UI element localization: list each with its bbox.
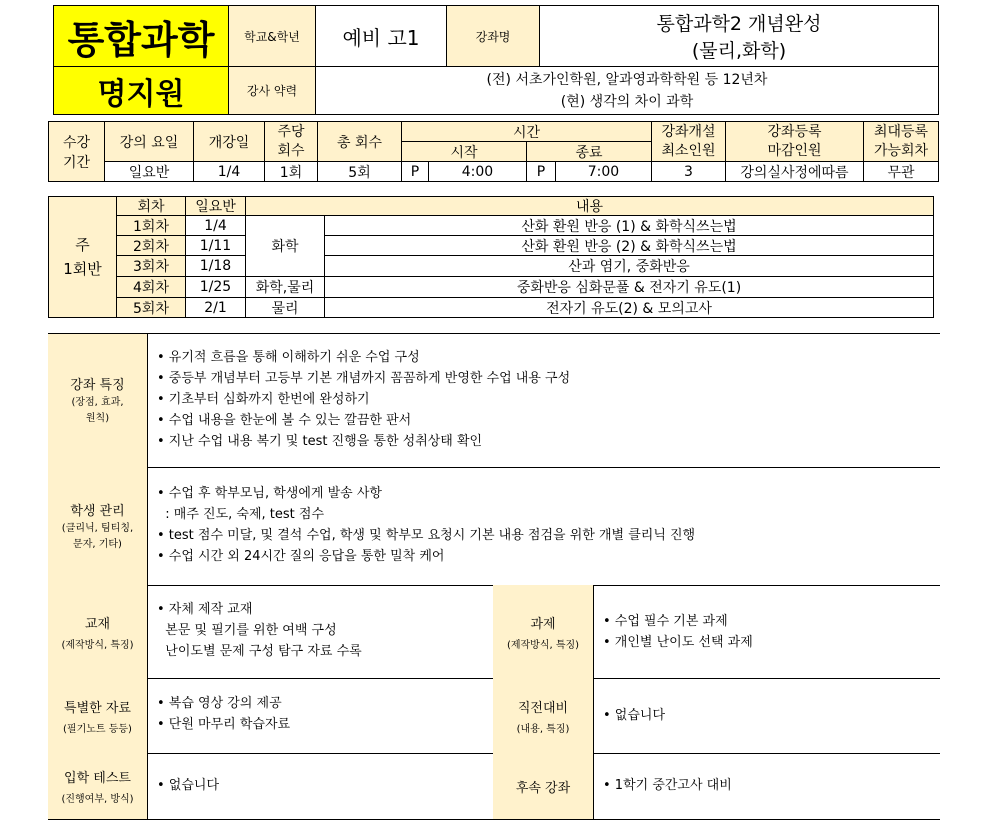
period-v-total: 5회	[317, 161, 402, 182]
course-name-value	[539, 5, 939, 67]
period-h-weekly: 주당 회수	[264, 121, 318, 162]
textbook-content	[147, 585, 494, 679]
schedule-row-round: 1회차	[116, 215, 186, 236]
course-title-cell	[53, 5, 229, 67]
list-item: • 복습 영상 강의 제공	[157, 696, 282, 711]
period-v-day: 일요반	[104, 161, 194, 182]
test-sub: (진행여부, 방식)	[61, 794, 134, 805]
period-h-time: 시간	[401, 121, 652, 142]
schedule-row-content: 산화 환원 반응 (2) & 화학식쓰는법	[324, 235, 934, 256]
schedule-subject-both: 화학,물리	[245, 276, 325, 298]
special-label: 특별한 자료	[64, 700, 131, 716]
special-content	[147, 678, 494, 754]
list-item: • 개인별 난이도 선택 과제	[603, 635, 753, 650]
career-line2: (현) 생각의 차이 과학	[560, 93, 694, 110]
course-title: 통합과학	[67, 17, 215, 62]
schedule-row-round: 3회차	[116, 255, 186, 277]
schedule-row-round: 2회차	[116, 235, 186, 256]
list-item: • 중등부 개념부터 고등부 기본 개념까지 꼼꼼하게 반영한 수업 내용 구성	[157, 371, 571, 386]
period-v-weekly: 1회	[264, 161, 318, 182]
hw-sub: (제작방식, 특징)	[506, 639, 580, 651]
list-item: • 수업 필수 기본 과제	[603, 614, 728, 629]
hw-content	[593, 585, 940, 679]
list-item: 난이도별 문제 구성 탐구 자료 수록	[157, 644, 362, 659]
schedule-row-content: 중화반응 심화문풀 & 전자기 유도(1)	[245, 276, 934, 298]
list-item: • 수업 후 학부모님, 학생에게 발송 사항	[157, 486, 382, 501]
special-sub: (필기노트 등등)	[63, 723, 132, 735]
list-item: • 수업 내용을 한눈에 볼 수 있는 깔끔한 판서	[157, 413, 412, 428]
prev-label: 직전대비	[517, 700, 569, 716]
mgmt-label: 학생 관리	[70, 503, 125, 519]
hw-label-cell	[493, 585, 594, 679]
textbook-label: 교재	[84, 616, 111, 632]
period-v-start-date: 1/4	[193, 161, 265, 182]
schedule-subject-chem: 화학	[245, 215, 325, 277]
schedule-row-date: 1/18	[185, 255, 246, 277]
schedule-side-label: 주 1회반	[48, 196, 117, 318]
period-v-min: 3	[651, 161, 726, 182]
schedule-row-content: 전자기 유도(2) & 모의고사	[324, 297, 934, 318]
period-h-max: 최대등록 가능회차	[863, 121, 939, 162]
period-v-start-time: 4:00	[428, 161, 527, 182]
next-label: 후속 강좌	[515, 780, 571, 796]
career-label: 강사 약력	[228, 66, 316, 115]
textbook-label-cell	[48, 585, 148, 679]
period-v-end-time: 7:00	[555, 161, 652, 182]
schedule-row-content: 산과 염기, 중화반응	[324, 255, 934, 277]
course-name-line2: (물리,화학)	[691, 40, 787, 62]
list-item: : 매주 진도, 숙제, test 점수	[157, 507, 325, 522]
period-h-start-date: 개강일	[193, 121, 265, 162]
period-h-total: 총 회수	[317, 121, 402, 162]
list-item: 본문 및 필기를 위한 여백 구성	[157, 623, 337, 638]
prev-sub: (내용, 특징)	[516, 723, 570, 735]
next-content	[593, 753, 940, 820]
list-item: • 1학기 중간고사 대비	[603, 778, 732, 793]
schedule-row-date: 2/1	[185, 297, 246, 318]
list-item: • 유기적 흐름을 통해 이해하기 쉬운 수업 구성	[157, 350, 420, 365]
schedule-row-date: 1/11	[185, 235, 246, 256]
course-name-label: 강좌명	[446, 5, 540, 67]
schedule-row-date: 1/25	[185, 276, 246, 298]
list-item: • 단원 마무리 학습자료	[157, 717, 291, 732]
features-label-cell	[48, 333, 148, 468]
period-v-start-ap: P	[401, 161, 429, 182]
teacher-name-cell	[53, 66, 229, 115]
schedule-row-round: 4회차	[116, 276, 186, 298]
special-label-cell	[48, 678, 148, 754]
period-v-max: 무관	[863, 161, 939, 182]
period-h-time-start: 시작	[401, 141, 527, 162]
period-v-reg: 강의실사정에따름	[725, 161, 864, 182]
period-h-min: 강좌개설 최소인원	[651, 121, 726, 162]
schedule-h-round: 회차	[116, 196, 186, 216]
course-name-line1: 통합과학2 개념완성	[656, 13, 822, 35]
prev-label-cell	[493, 678, 594, 754]
test-label: 입학 테스트	[64, 771, 131, 786]
school-grade-value: 예비 고1	[315, 5, 447, 67]
career-value	[315, 66, 939, 115]
career-line1: (전) 서초가인학원, 알과영과학학원 등 12년차	[486, 71, 768, 88]
list-item: • 지난 수업 내용 복기 및 test 진행을 통한 성취상태 확인	[157, 434, 483, 449]
features-content	[147, 333, 940, 468]
test-label-cell	[48, 753, 148, 820]
list-item: • 자체 제작 교재	[157, 602, 253, 617]
schedule-h-content: 내용	[245, 196, 934, 216]
schedule-row-content: 산화 환원 반응 (1) & 화학식쓰는법	[324, 215, 934, 236]
period-h-time-end: 종료	[526, 141, 652, 162]
schedule-h-day: 일요반	[185, 196, 246, 216]
hw-label: 과제	[530, 616, 556, 632]
mgmt-sub: (클리닉, 팀티칭, 문자, 기타)	[61, 522, 134, 550]
list-item: • test 점수 미달, 및 결석 수업, 학생 및 학부모 요청시 기본 내용 점검을 위한 개별 클리닉 진행	[157, 528, 696, 543]
textbook-sub: (제작방식, 특징)	[61, 639, 134, 651]
period-v-end-ap: P	[526, 161, 556, 182]
mgmt-label-cell	[48, 467, 148, 586]
test-content	[147, 753, 494, 820]
list-item: • 수업 시간 외 24시간 질의 응답을 통한 밀착 케어	[157, 549, 445, 564]
schedule-row-round: 5회차	[116, 297, 186, 318]
prev-content	[593, 678, 940, 754]
list-item: • 없습니다	[603, 708, 666, 723]
features-sub: (장점, 효과, 원칙)	[71, 397, 124, 424]
period-label: 수강 기간	[48, 121, 105, 182]
schedule-subject-phys: 물리	[245, 297, 325, 318]
period-h-reg: 강좌등록 마감인원	[725, 121, 864, 162]
list-item: • 기초부터 심화까지 한번에 완성하기	[157, 392, 370, 407]
list-item: • 없습니다	[157, 778, 220, 793]
features-label: 강좌 특징	[70, 378, 125, 393]
mgmt-content	[147, 467, 940, 586]
period-h-day: 강의 요일	[104, 121, 194, 162]
teacher-name: 명지원	[97, 76, 185, 112]
school-grade-label: 학교&학년	[228, 5, 316, 67]
schedule-row-date: 1/4	[185, 215, 246, 236]
next-label-cell	[493, 753, 594, 820]
